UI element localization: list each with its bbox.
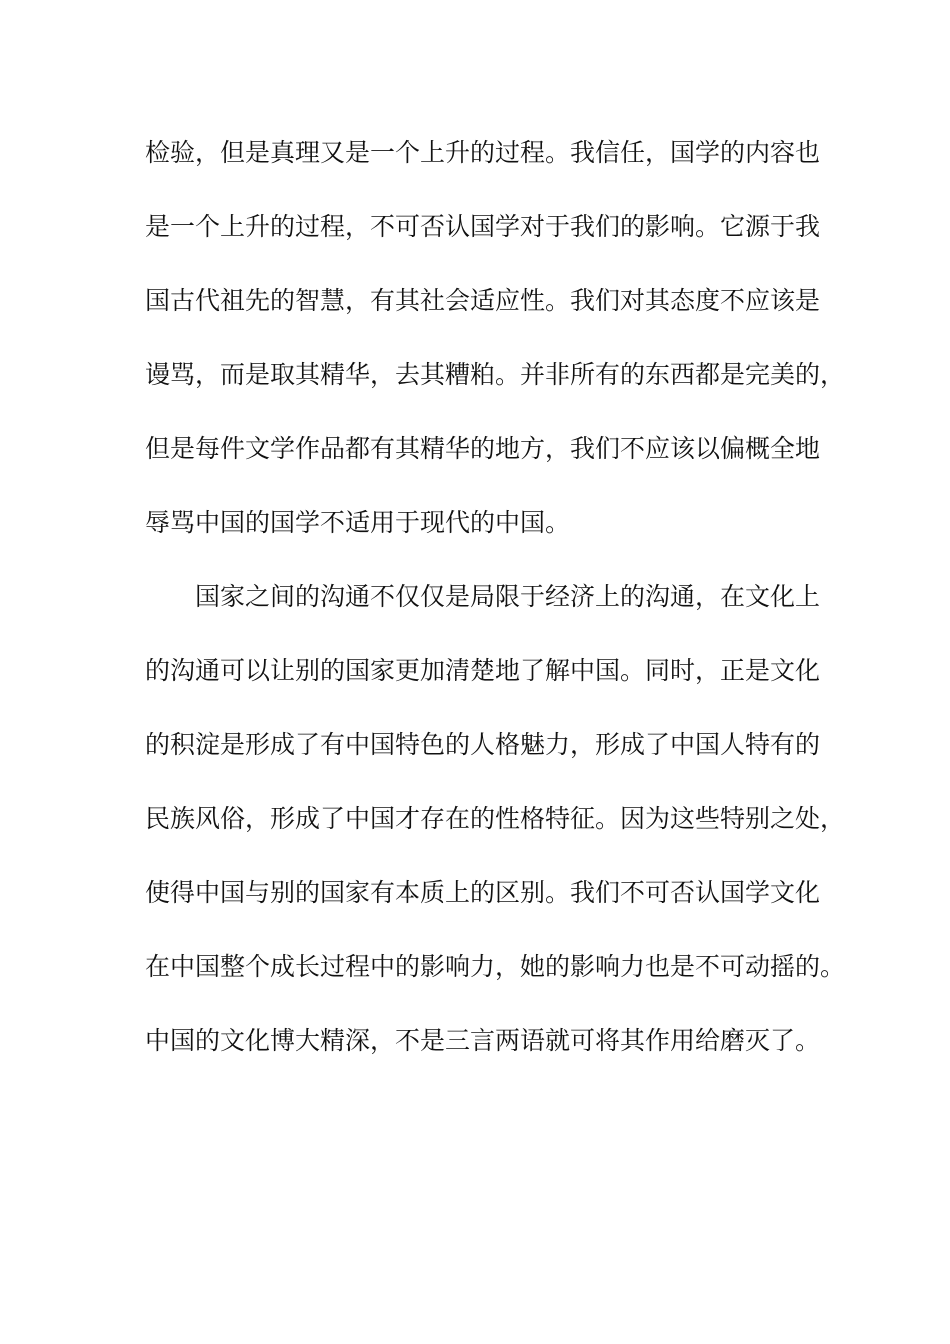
paragraph-1-line-2: 是一个上升的过程，不可否认国学对于我们的影响。它源于我 <box>145 212 821 241</box>
paragraph-2-line-3: 的积淀是形成了有中国特色的人格魅力，形成了中国人特有的 <box>145 730 821 759</box>
paragraph-2-line-5: 使得中国与别的国家有本质上的区别。我们不可否认国学文化 <box>145 878 821 907</box>
paragraph-1 <box>145 131 846 575</box>
paragraph-1-line-4: 谩骂，而是取其精华，去其糟粕。并非所有的东西都是完美的， <box>145 360 846 389</box>
paragraph-2 <box>145 575 846 1093</box>
paragraph-1-line-6: 辱骂中国的国学不适用于现代的中国。 <box>145 508 571 537</box>
paragraph-1-line-1: 检验，但是真理又是一个上升的过程。我信任，国学的内容也 <box>145 138 821 167</box>
paragraph-2-line-1: 国家之间的沟通不仅仅是局限于经济上的沟通，在文化上 <box>195 582 821 611</box>
paragraph-2-line-4: 民族风俗，形成了中国才存在的性格特征。因为这些特别之处， <box>145 804 846 833</box>
paragraph-1-line-5: 但是每件文学作品都有其精华的地方，我们不应该以偏概全地 <box>145 434 821 463</box>
paragraph-2-line-2: 的沟通可以让别的国家更加清楚地了解中国。同时，正是文化 <box>145 656 821 685</box>
paragraph-2-line-7: 中国的文化博大精深，不是三言两语就可将其作用给磨灭了。 <box>145 1026 821 1055</box>
paragraph-2-line-6: 在中国整个成长过程中的影响力，她的影响力也是不可动摇的。 <box>145 952 846 981</box>
paragraph-1-line-3: 国古代祖先的智慧，有其社会适应性。我们对其态度不应该是 <box>145 286 821 315</box>
document-body <box>145 131 846 1093</box>
